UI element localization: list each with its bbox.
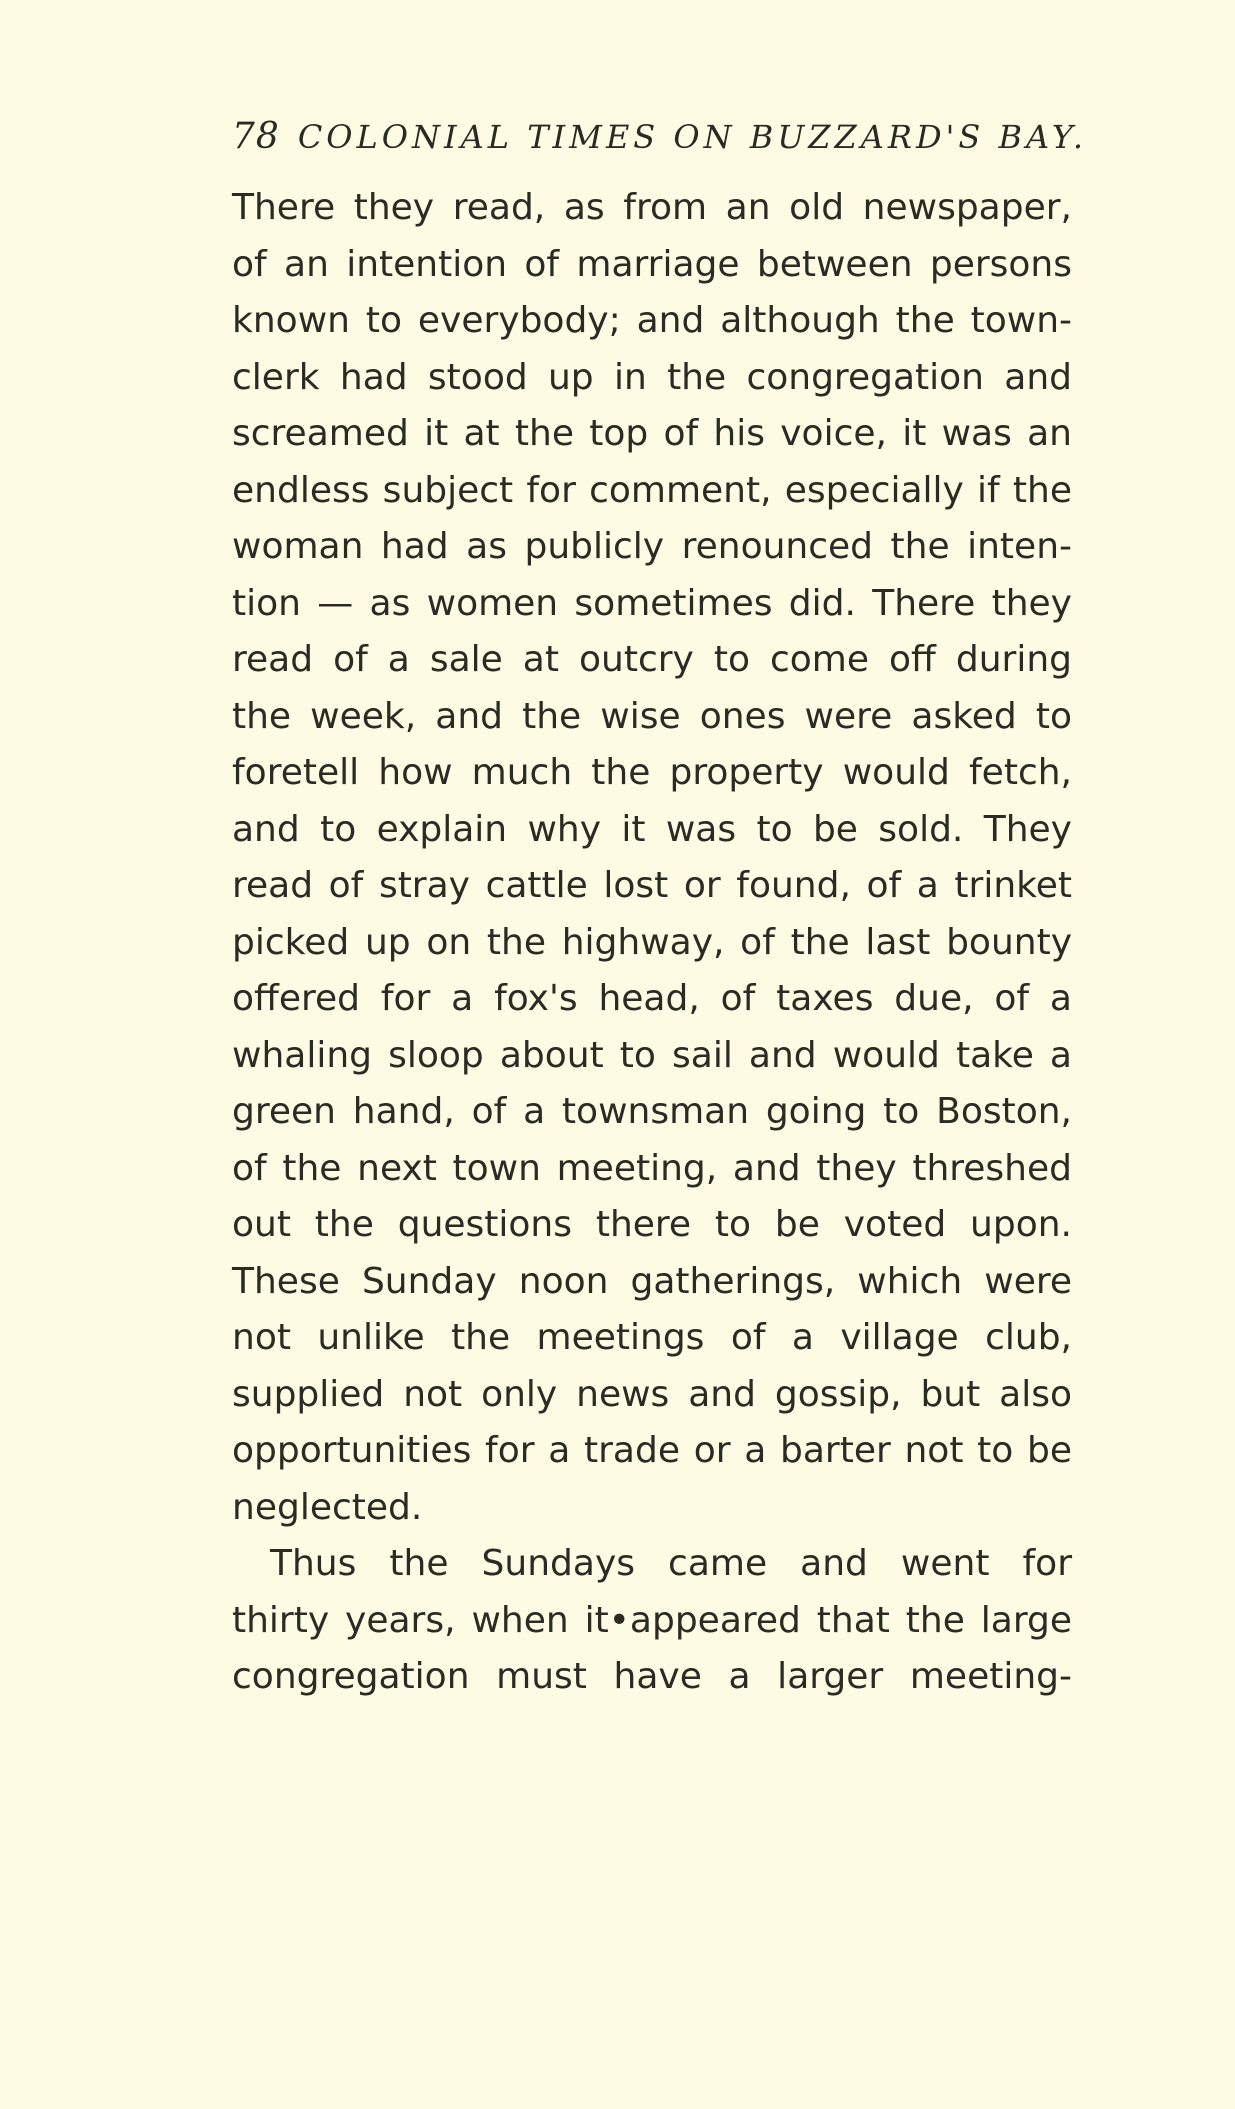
text-line: thirty years, when it•appeared that the large: [232, 1599, 1072, 1641]
text-line: and to explain why it was to be sold. They: [232, 808, 1072, 850]
text-line: of an intention of marriage between persons: [232, 243, 1072, 285]
text-line: read of a sale at outcry to come off during: [232, 639, 1072, 680]
text-line: not unlike the meetings of a village club,: [232, 1317, 1072, 1358]
text-line: congregation must have a larger meeting-: [232, 1656, 1072, 1697]
text-line: the week, and the wise ones were asked to: [232, 695, 1072, 737]
text-line: out the questions there to be voted upon.: [232, 1204, 1072, 1245]
text-line: opportunities for a trade or a barter not to be: [232, 1430, 1072, 1471]
text-line: clerk had stood up in the congregation and: [232, 356, 1072, 398]
text-line: picked up on the highway, of the last bounty: [232, 921, 1072, 963]
body-text: [232, 180, 1072, 1706]
text-line: known to everybody; and although the town-: [232, 300, 1072, 341]
text-line: foretell how much the property would fetch,: [232, 752, 1072, 793]
text-line: screamed it at the top of his voice, it was an: [232, 413, 1072, 454]
running-title: COLONIAL TIMES ON BUZZARD'S BAY.: [297, 118, 1087, 156]
text-line: offered for a fox's head, of taxes due, of a: [232, 978, 1072, 1019]
text-line: whaling sloop about to sail and would take a: [232, 1034, 1072, 1076]
text-line: woman had as publicly renounced the inten-: [232, 526, 1072, 567]
text-line: These Sunday noon gatherings, which were: [232, 1260, 1072, 1302]
paragraph-start-line: Thus the Sundays came and went for: [270, 1543, 1072, 1584]
text-line: tion — as women sometimes did. There they: [232, 582, 1072, 624]
text-line: read of stray cattle lost or found, of a trinket: [232, 865, 1072, 906]
page-number: 78: [232, 116, 280, 157]
running-head: [232, 116, 1087, 166]
text-line: endless subject for comment, especially if the: [232, 469, 1072, 511]
text-line: supplied not only news and gossip, but also: [232, 1373, 1072, 1415]
text-line: There they read, as from an old newspaper,: [232, 187, 1072, 228]
text-line: neglected.: [232, 1486, 423, 1528]
text-line: of the next town meeting, and they threshed: [232, 1147, 1072, 1189]
text-line: green hand, of a townsman going to Boston,: [232, 1091, 1072, 1132]
